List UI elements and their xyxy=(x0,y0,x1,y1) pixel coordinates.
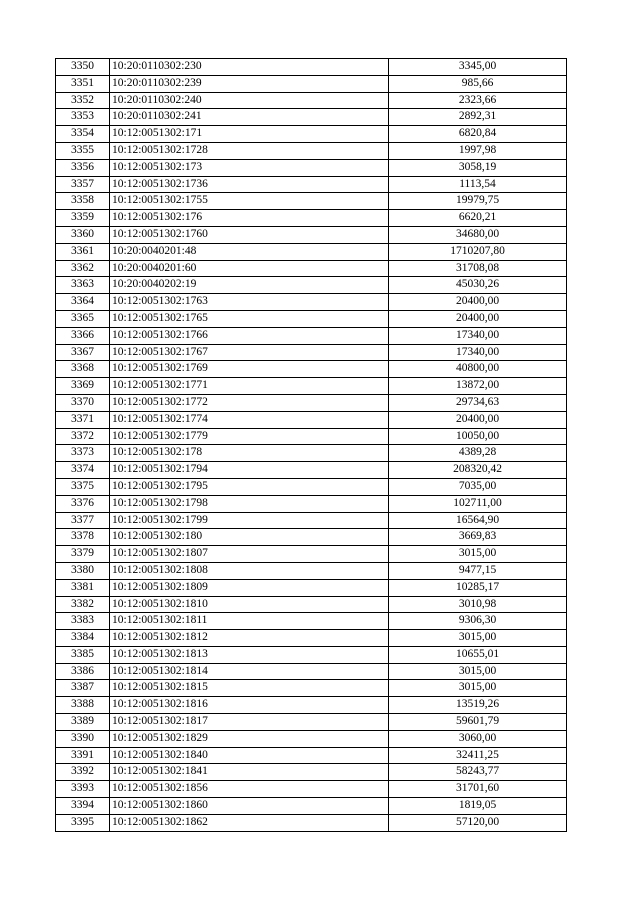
table-row xyxy=(56,562,567,579)
value-cell: 1997,98 xyxy=(389,142,567,159)
cadastral-number-cell: 10:12:0051302:1765 xyxy=(110,310,389,327)
value-cell: 31701,60 xyxy=(389,781,567,798)
row-number-cell: 3395 xyxy=(56,814,110,831)
value-cell: 3015,00 xyxy=(389,630,567,647)
cadastral-number-cell: 10:12:0051302:1815 xyxy=(110,680,389,697)
value-cell: 7035,00 xyxy=(389,478,567,495)
value-cell: 1819,05 xyxy=(389,798,567,815)
value-cell: 40800,00 xyxy=(389,361,567,378)
row-number-cell: 3363 xyxy=(56,277,110,294)
table-row xyxy=(56,798,567,815)
cadastral-number-cell: 10:12:0051302:1829 xyxy=(110,730,389,747)
row-number-cell: 3365 xyxy=(56,310,110,327)
cadastral-table xyxy=(55,58,567,832)
value-cell: 13519,26 xyxy=(389,697,567,714)
value-cell: 34680,00 xyxy=(389,226,567,243)
row-number-cell: 3359 xyxy=(56,210,110,227)
table-row xyxy=(56,243,567,260)
row-number-cell: 3390 xyxy=(56,730,110,747)
row-number-cell: 3367 xyxy=(56,344,110,361)
row-number-cell: 3352 xyxy=(56,92,110,109)
value-cell: 208320,42 xyxy=(389,462,567,479)
table-row xyxy=(56,630,567,647)
row-number-cell: 3377 xyxy=(56,512,110,529)
value-cell: 10285,17 xyxy=(389,579,567,596)
table-row xyxy=(56,176,567,193)
value-cell: 58243,77 xyxy=(389,764,567,781)
row-number-cell: 3394 xyxy=(56,798,110,815)
value-cell: 10655,01 xyxy=(389,646,567,663)
table-row xyxy=(56,260,567,277)
cadastral-number-cell: 10:12:0051302:1798 xyxy=(110,495,389,512)
table-row xyxy=(56,579,567,596)
table-row xyxy=(56,294,567,311)
row-number-cell: 3380 xyxy=(56,562,110,579)
cadastral-number-cell: 10:12:0051302:1840 xyxy=(110,747,389,764)
value-cell: 17340,00 xyxy=(389,327,567,344)
cadastral-number-cell: 10:12:0051302:178 xyxy=(110,445,389,462)
table-row xyxy=(56,92,567,109)
row-number-cell: 3351 xyxy=(56,75,110,92)
cadastral-number-cell: 10:12:0051302:1816 xyxy=(110,697,389,714)
cadastral-number-cell: 10:12:0051302:1814 xyxy=(110,663,389,680)
cadastral-number-cell: 10:12:0051302:1817 xyxy=(110,714,389,731)
cadastral-number-cell: 10:12:0051302:1728 xyxy=(110,142,389,159)
cadastral-number-cell: 10:20:0110302:239 xyxy=(110,75,389,92)
table-row xyxy=(56,59,567,76)
cadastral-number-cell: 10:12:0051302:1799 xyxy=(110,512,389,529)
cadastral-number-cell: 10:12:0051302:1769 xyxy=(110,361,389,378)
table-row xyxy=(56,646,567,663)
row-number-cell: 3354 xyxy=(56,126,110,143)
cadastral-number-cell: 10:12:0051302:1808 xyxy=(110,562,389,579)
cadastral-number-cell: 10:12:0051302:1767 xyxy=(110,344,389,361)
cadastral-number-cell: 10:12:0051302:1812 xyxy=(110,630,389,647)
value-cell: 3345,00 xyxy=(389,59,567,76)
value-cell: 2892,31 xyxy=(389,109,567,126)
row-number-cell: 3378 xyxy=(56,529,110,546)
cadastral-number-cell: 10:12:0051302:1810 xyxy=(110,596,389,613)
table-row xyxy=(56,613,567,630)
value-cell: 32411,25 xyxy=(389,747,567,764)
row-number-cell: 3360 xyxy=(56,226,110,243)
value-cell: 10050,00 xyxy=(389,428,567,445)
cadastral-number-cell: 10:20:0040201:48 xyxy=(110,243,389,260)
row-number-cell: 3376 xyxy=(56,495,110,512)
value-cell: 20400,00 xyxy=(389,411,567,428)
table-row xyxy=(56,445,567,462)
value-cell: 19979,75 xyxy=(389,193,567,210)
row-number-cell: 3387 xyxy=(56,680,110,697)
cadastral-number-cell: 10:12:0051302:1794 xyxy=(110,462,389,479)
value-cell: 9306,30 xyxy=(389,613,567,630)
table-row xyxy=(56,546,567,563)
row-number-cell: 3392 xyxy=(56,764,110,781)
cadastral-number-cell: 10:12:0051302:1755 xyxy=(110,193,389,210)
row-number-cell: 3383 xyxy=(56,613,110,630)
row-number-cell: 3388 xyxy=(56,697,110,714)
cadastral-number-cell: 10:12:0051302:1779 xyxy=(110,428,389,445)
value-cell: 9477,15 xyxy=(389,562,567,579)
table-row xyxy=(56,226,567,243)
cadastral-number-cell: 10:12:0051302:1813 xyxy=(110,646,389,663)
row-number-cell: 3357 xyxy=(56,176,110,193)
table-row xyxy=(56,596,567,613)
table-row xyxy=(56,529,567,546)
row-number-cell: 3364 xyxy=(56,294,110,311)
row-number-cell: 3361 xyxy=(56,243,110,260)
cadastral-number-cell: 10:12:0051302:1795 xyxy=(110,478,389,495)
row-number-cell: 3379 xyxy=(56,546,110,563)
table-row xyxy=(56,378,567,395)
value-cell: 3015,00 xyxy=(389,663,567,680)
cadastral-number-cell: 10:12:0051302:1774 xyxy=(110,411,389,428)
table-row xyxy=(56,193,567,210)
table-row xyxy=(56,310,567,327)
value-cell: 985,66 xyxy=(389,75,567,92)
row-number-cell: 3355 xyxy=(56,142,110,159)
row-number-cell: 3350 xyxy=(56,59,110,76)
table-row xyxy=(56,714,567,731)
table-row xyxy=(56,75,567,92)
table-row xyxy=(56,411,567,428)
table-row xyxy=(56,680,567,697)
row-number-cell: 3369 xyxy=(56,378,110,395)
table-row xyxy=(56,764,567,781)
row-number-cell: 3366 xyxy=(56,327,110,344)
table-row xyxy=(56,394,567,411)
value-cell: 6820,84 xyxy=(389,126,567,143)
row-number-cell: 3374 xyxy=(56,462,110,479)
row-number-cell: 3386 xyxy=(56,663,110,680)
row-number-cell: 3372 xyxy=(56,428,110,445)
value-cell: 20400,00 xyxy=(389,294,567,311)
table-row xyxy=(56,109,567,126)
value-cell: 1710207,80 xyxy=(389,243,567,260)
value-cell: 2323,66 xyxy=(389,92,567,109)
value-cell: 102711,00 xyxy=(389,495,567,512)
cadastral-number-cell: 10:12:0051302:1811 xyxy=(110,613,389,630)
row-number-cell: 3362 xyxy=(56,260,110,277)
value-cell: 3060,00 xyxy=(389,730,567,747)
table-row xyxy=(56,495,567,512)
cadastral-number-cell: 10:12:0051302:1809 xyxy=(110,579,389,596)
table-row xyxy=(56,814,567,831)
table-row xyxy=(56,361,567,378)
cadastral-number-cell: 10:20:0110302:230 xyxy=(110,59,389,76)
row-number-cell: 3381 xyxy=(56,579,110,596)
cadastral-number-cell: 10:12:0051302:1771 xyxy=(110,378,389,395)
table-row xyxy=(56,159,567,176)
value-cell: 57120,00 xyxy=(389,814,567,831)
cadastral-number-cell: 10:12:0051302:176 xyxy=(110,210,389,227)
table-body xyxy=(56,59,567,832)
row-number-cell: 3384 xyxy=(56,630,110,647)
value-cell: 3010,98 xyxy=(389,596,567,613)
cadastral-number-cell: 10:12:0051302:1772 xyxy=(110,394,389,411)
value-cell: 31708,08 xyxy=(389,260,567,277)
cadastral-number-cell: 10:12:0051302:1807 xyxy=(110,546,389,563)
table-row xyxy=(56,344,567,361)
table-row xyxy=(56,428,567,445)
value-cell: 17340,00 xyxy=(389,344,567,361)
value-cell: 3015,00 xyxy=(389,680,567,697)
row-number-cell: 3373 xyxy=(56,445,110,462)
value-cell: 6620,21 xyxy=(389,210,567,227)
row-number-cell: 3370 xyxy=(56,394,110,411)
cadastral-number-cell: 10:12:0051302:173 xyxy=(110,159,389,176)
value-cell: 4389,28 xyxy=(389,445,567,462)
row-number-cell: 3382 xyxy=(56,596,110,613)
table-row xyxy=(56,126,567,143)
table-row xyxy=(56,747,567,764)
value-cell: 3015,00 xyxy=(389,546,567,563)
table-row xyxy=(56,697,567,714)
value-cell: 1113,54 xyxy=(389,176,567,193)
row-number-cell: 3358 xyxy=(56,193,110,210)
table-row xyxy=(56,142,567,159)
table-row xyxy=(56,730,567,747)
row-number-cell: 3385 xyxy=(56,646,110,663)
cadastral-number-cell: 10:12:0051302:1760 xyxy=(110,226,389,243)
row-number-cell: 3356 xyxy=(56,159,110,176)
value-cell: 29734,63 xyxy=(389,394,567,411)
cadastral-number-cell: 10:12:0051302:1736 xyxy=(110,176,389,193)
row-number-cell: 3353 xyxy=(56,109,110,126)
cadastral-number-cell: 10:20:0040202:19 xyxy=(110,277,389,294)
row-number-cell: 3389 xyxy=(56,714,110,731)
row-number-cell: 3375 xyxy=(56,478,110,495)
row-number-cell: 3368 xyxy=(56,361,110,378)
table-row xyxy=(56,663,567,680)
value-cell: 45030,26 xyxy=(389,277,567,294)
cadastral-number-cell: 10:12:0051302:1862 xyxy=(110,814,389,831)
value-cell: 20400,00 xyxy=(389,310,567,327)
cadastral-number-cell: 10:12:0051302:1763 xyxy=(110,294,389,311)
table-row xyxy=(56,277,567,294)
cadastral-number-cell: 10:20:0040201:60 xyxy=(110,260,389,277)
cadastral-number-cell: 10:12:0051302:180 xyxy=(110,529,389,546)
value-cell: 3669,83 xyxy=(389,529,567,546)
table-row xyxy=(56,327,567,344)
cadastral-number-cell: 10:20:0110302:241 xyxy=(110,109,389,126)
value-cell: 3058,19 xyxy=(389,159,567,176)
row-number-cell: 3371 xyxy=(56,411,110,428)
document-table-container xyxy=(55,58,567,832)
cadastral-number-cell: 10:12:0051302:1856 xyxy=(110,781,389,798)
cadastral-number-cell: 10:12:0051302:1766 xyxy=(110,327,389,344)
value-cell: 59601,79 xyxy=(389,714,567,731)
row-number-cell: 3391 xyxy=(56,747,110,764)
value-cell: 13872,00 xyxy=(389,378,567,395)
table-row xyxy=(56,462,567,479)
table-row xyxy=(56,781,567,798)
table-row xyxy=(56,210,567,227)
cadastral-number-cell: 10:12:0051302:1841 xyxy=(110,764,389,781)
cadastral-number-cell: 10:12:0051302:171 xyxy=(110,126,389,143)
cadastral-number-cell: 10:12:0051302:1860 xyxy=(110,798,389,815)
cadastral-number-cell: 10:20:0110302:240 xyxy=(110,92,389,109)
row-number-cell: 3393 xyxy=(56,781,110,798)
table-row xyxy=(56,478,567,495)
value-cell: 16564,90 xyxy=(389,512,567,529)
table-row xyxy=(56,512,567,529)
